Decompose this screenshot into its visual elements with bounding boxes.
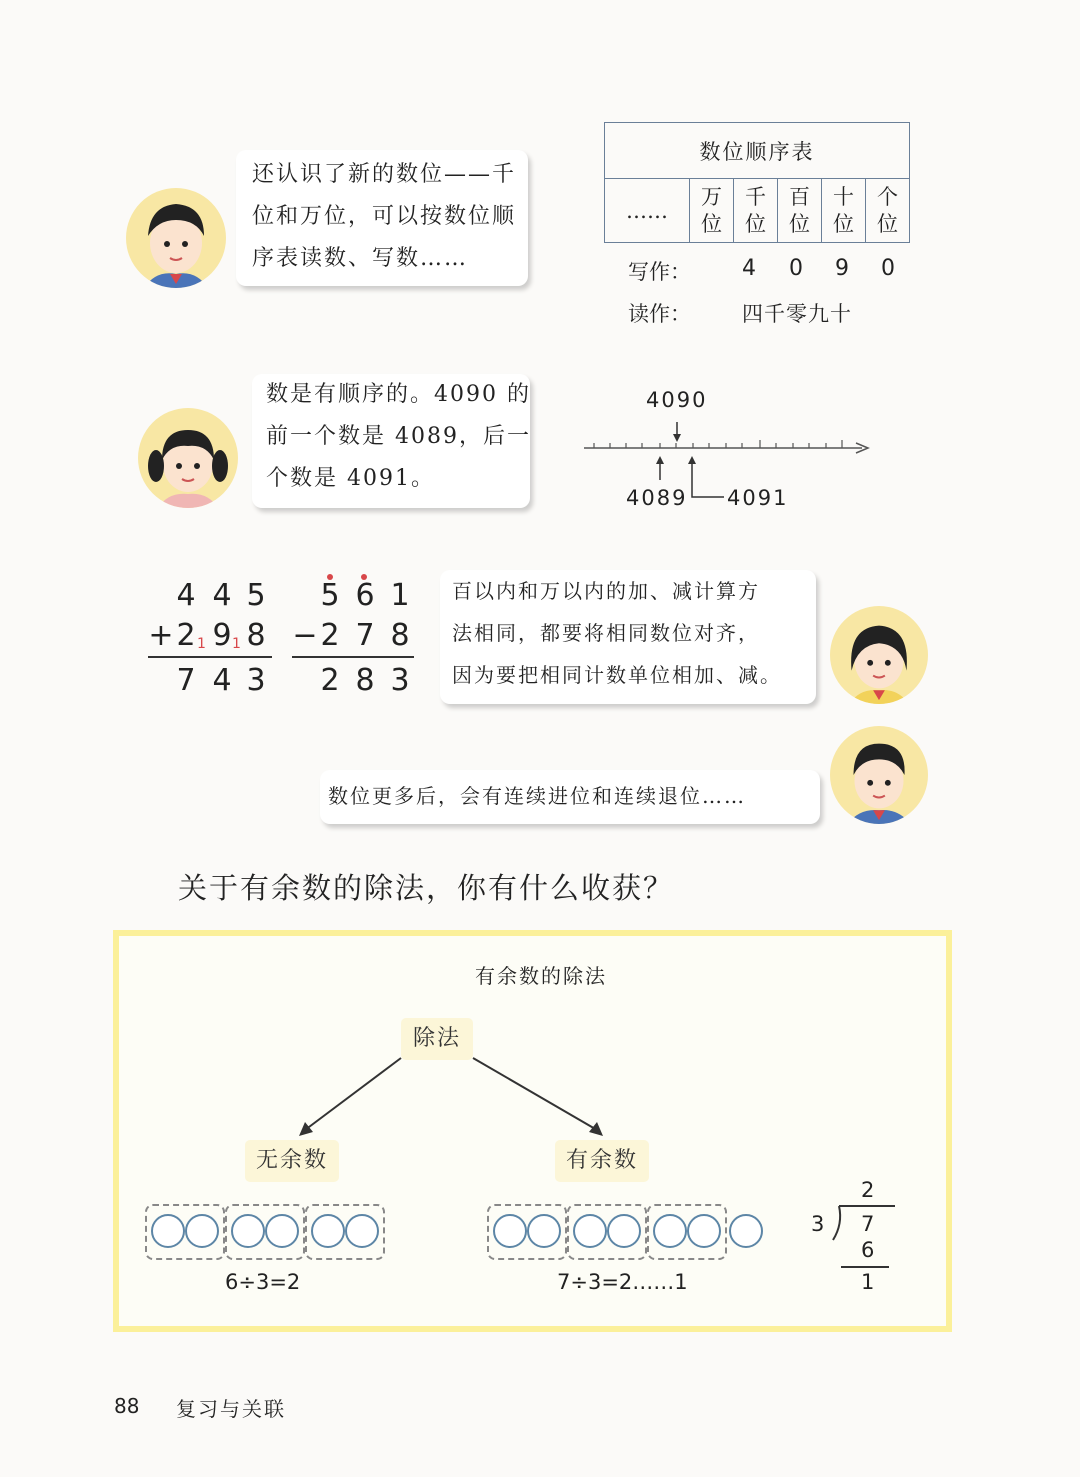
table-ellipsis: ……: [605, 179, 690, 243]
write-digit: 0: [789, 256, 803, 281]
long-division-quotient: 2: [861, 1178, 875, 1202]
long-division-rule: [841, 1266, 889, 1268]
read-label: 读作：: [628, 302, 691, 326]
speech-bubble-carry-borrow: [320, 770, 820, 824]
addition-result-digit: 7: [176, 663, 196, 698]
bubble-line: 数位更多后，会有连续进位和连续退位……: [328, 784, 746, 808]
subtraction-result-digit: 8: [355, 663, 375, 698]
addition-digit: 4: [176, 578, 196, 613]
circle: [345, 1214, 379, 1248]
subtraction-result-digit: 3: [390, 663, 410, 698]
addition-digit: 9: [212, 618, 232, 653]
long-division-remainder: 1: [861, 1270, 875, 1294]
subtraction-operator: −: [292, 618, 318, 653]
bubble-line: 前一个数是 4089，后一: [266, 424, 531, 449]
write-digit: 4: [742, 256, 756, 281]
write-digit: 0: [881, 256, 895, 281]
section-title: 复习与关联: [176, 1397, 286, 1421]
bubble-line: 还认识了新的数位——千: [252, 162, 517, 187]
addition-digit: 8: [246, 618, 266, 653]
write-digit: 9: [835, 256, 849, 281]
circle: [687, 1214, 721, 1248]
bubble-line: 百以内和万以内的加、减计算方: [452, 579, 760, 603]
circle: [311, 1214, 345, 1248]
boy-avatar-2: [830, 726, 928, 824]
addition-result-digit: 4: [212, 663, 232, 698]
place-column-shi: 十 位: [822, 179, 866, 243]
addition-result-digit: 3: [246, 663, 266, 698]
circle: [185, 1214, 219, 1248]
subtraction-result-digit: 2: [320, 663, 340, 698]
carry-mark: 1: [232, 636, 241, 652]
subtraction-digit: 6: [355, 578, 375, 613]
addition-digit: 4: [212, 578, 232, 613]
circle: [265, 1214, 299, 1248]
page-number: 88: [114, 1394, 140, 1418]
long-division-divisor: 3: [811, 1212, 825, 1236]
girl-short-hair-avatar: [830, 606, 928, 704]
node-no-remainder: 无余数: [245, 1140, 339, 1182]
circle: [231, 1214, 265, 1248]
bubble-line: 个数是 4091。: [266, 466, 435, 491]
subtraction-digit: 5: [320, 578, 340, 613]
circle: [151, 1214, 185, 1248]
bubble-line: 法相同，都要将相同数位对齐，: [452, 621, 760, 645]
speech-bubble-addition-subtraction: [440, 570, 816, 704]
boy-avatar: [126, 188, 226, 288]
equation-with-remainder: 7÷3=2……1: [557, 1270, 688, 1294]
node-with-remainder: 有余数: [555, 1140, 649, 1182]
circle: [527, 1214, 561, 1248]
circle: [653, 1214, 687, 1248]
addition-operator: +: [148, 618, 174, 653]
carry-mark: 1: [197, 636, 206, 652]
subtraction-digit: 8: [390, 618, 410, 653]
place-column-bai: 百 位: [778, 179, 822, 243]
long-division-product: 6: [861, 1238, 875, 1262]
circle: [493, 1214, 527, 1248]
table-title: 数位顺序表: [605, 123, 910, 179]
place-column-ge: 个 位: [866, 179, 910, 243]
speech-bubble-number-order: [252, 374, 530, 508]
bubble-line: 数是有顺序的。4090 的: [266, 382, 531, 407]
girl-avatar: [138, 408, 238, 508]
number-line-label-4089: 4089: [626, 486, 688, 510]
number-line-label-4091: 4091: [727, 486, 789, 510]
equation-no-remainder: 6÷3=2: [225, 1270, 301, 1294]
long-division-dividend: 7: [861, 1212, 875, 1236]
subtraction-digit: 2: [320, 618, 340, 653]
subtraction-rule: [292, 656, 414, 658]
read-value: 四千零九十: [742, 302, 852, 326]
circle-remainder: [729, 1214, 763, 1248]
subtraction-digit: 7: [355, 618, 375, 653]
number-line-label-4090: 4090: [646, 388, 708, 412]
speech-bubble-place-value: [236, 150, 528, 286]
division-box-title: 有余数的除法: [475, 964, 607, 988]
addition-rule: [148, 656, 272, 658]
addition-digit: 5: [246, 578, 266, 613]
division-concept-box: [113, 930, 952, 1332]
circle: [607, 1214, 641, 1248]
bubble-line: 序表读数、写数……: [252, 246, 469, 271]
bubble-line: 位和万位，可以按数位顺: [252, 204, 517, 229]
addition-digit: 2: [176, 618, 196, 653]
write-label: 写作：: [628, 260, 691, 284]
place-column-qian: 千 位: [734, 179, 778, 243]
place-column-wan: 万 位: [690, 179, 734, 243]
bubble-line: 因为要把相同计数单位相加、减。: [452, 663, 782, 687]
place-value-table: [604, 122, 910, 243]
subtraction-digit: 1: [390, 578, 410, 613]
question-heading: 关于有余数的除法，你有什么收获？: [178, 871, 675, 905]
circle: [573, 1214, 607, 1248]
node-division: 除法: [401, 1018, 473, 1060]
